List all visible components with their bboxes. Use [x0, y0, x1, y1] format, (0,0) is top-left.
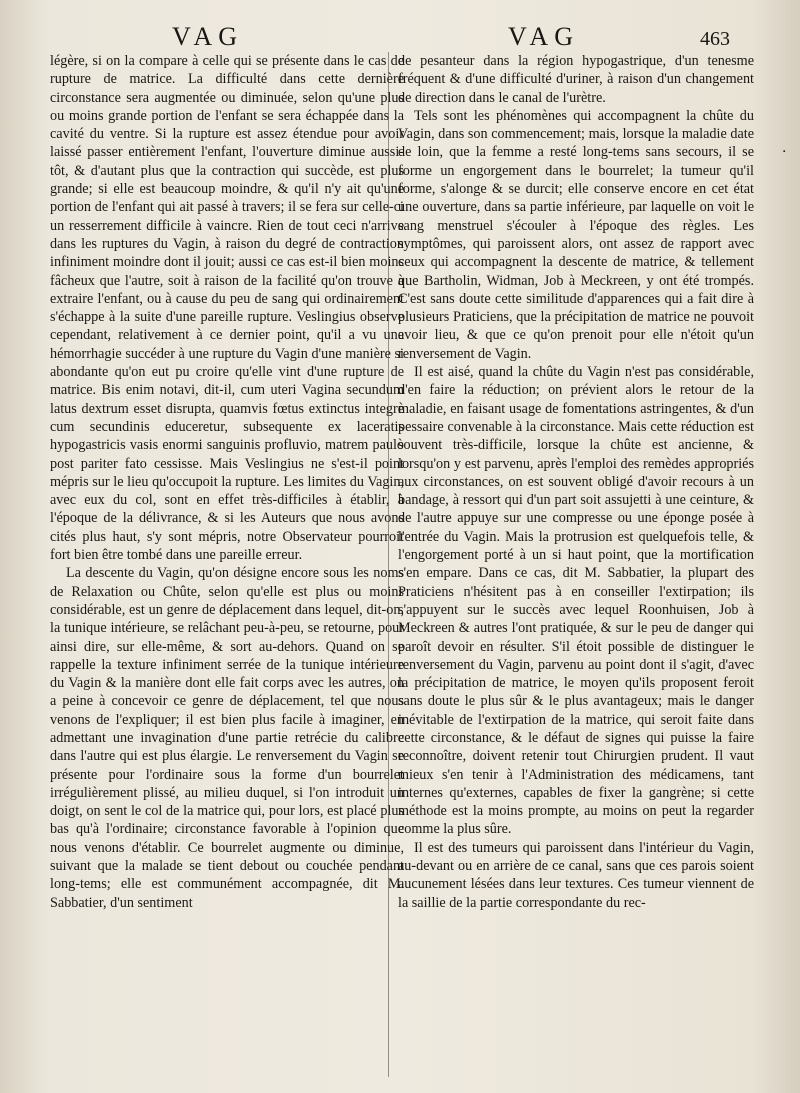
column-divider: [388, 52, 389, 1077]
paragraph: Tels sont les phénomènes qui accompagnent la chûte du Vagin, dans son commencement; mais, lorsque la maladie date de loin, que la femme a resté long-tems sans secours, il se forme un engorgement dans le bourrelet; la tumeur qu'il forme, s'alonge & se durcit; elle conserve encore en cet état une ouverture, dans sa partie inférieure, par laquelle on voit le sang menstruel s'écouler à l'époque des règles. Les symptômes, qui paroissent alors, ont assez de rapport avec ceux qui accompagnent la descente de matrice, & tellement que Bartholin, Widman, Job à Meckreen, y ont été trompés. C'est sans doute cette similitude d'apparences qui a fait dire à plusieurs Praticiens, que la précipitation de matrice ne pouvoit avoir lieu, & que ce qu'on prenoit pour elle n'étoit qu'un renversement de Vagin.: [398, 107, 754, 362]
paragraph: légère, si on la compare à celle qui se présente dans le cas de rupture de matrice. La difficulté dans cette dernière circonstance sera augmentée ou diminuée, selon qu'une plus ou moins grande portion de l'enfant se sera échappée dans la cavité du ventre. Si la rupture est assez étendue pour avoir laissé passer entièrement l'enfant, l'ouverture diminue aussi-tôt, & d'autant plus que la contraction qui succède, est plus grande; si elle est beaucoup moindre, & qu'il n'y ait qu'une portion de l'enfant qui ait passé à travers; il se fera sur celle-ci un resserrement difficile à vaincre. Rien de tout ceci n'arrive dans les ruptures du Vagin, à raison du degré de contraction infiniment moindre dont il jouit; aussi ce cas est-il bien moins fâcheux que l'autre, soit à raison de la facilité qu'on trouve à extraire l'enfant, ou à cause du peu de sang qui ordinairement s'échappe à la suite d'une pareille rupture. Veslingius observe cependant, relativement à ce dernier point, qu'il a vu une hémorrhagie succéder à une rupture du Vagin d'une manière si abondante qu'on eut pu croire qu'elle vint d'une rupture de matrice. Bis enim notavi, dit-il, cum uteri Vagina secundum latus dextrum esset disrupta, quamvis fœtus extinctus integrè cum secundinis educeretur, subsequente ex laceratis hypogastricis vasis enormi sanguinis profluvio, matrem paulò post pariter fato cessisse. Mais Veslingius ne s'est-il point mépris sur le lieu qu'occupoit la rupture. Les limites du Vagin, avec eux du col, sont en effet très-difficiles à établir, à l'époque de la délivrance, & si les Auteurs que nous avons cités plus haut, s'y sont mépris, notre Observateur pourroit fort bien être tombé dans une pareille erreur.: [50, 53, 404, 564]
page-number: 463: [700, 28, 730, 50]
header-right-title: VAG: [508, 22, 579, 51]
header-left-title: VAG: [172, 22, 243, 51]
paragraph: de pesanteur dans la région hypogastrique, d'un tenesme fréquent & d'une difficulté d'uriner, à raison d'un changement de direction dans le canal de l'urètre.: [398, 53, 754, 106]
paragraph: La descente du Vagin, qu'on désigne encore sous les noms de Relaxation ou Chûte, selon qu'elle est plus ou moins considérable, est un genre de déplacement dans lequel, dit-on, la tunique intérieure, se relâchant peu-à-peu, se retourne, pour ainsi dire, sur elle-même, & sort au-dehors. Quand on se rappelle la texture infiniment serrée de la tunique intérieure du Vagin & la manière dont elle fait corps avec les autres, on a peine à concevoir ce genre de déplacement, tel que nous venons de l'expliquer; il est bien plus facile à imaginer, en admettant une invagination d'une partie retrécie du calibre dans l'autre qui est plus élargie. Le renversement du Vagin se présente pour l'ordinaire sous la forme d'un bourrelet irrégulièrement plissé, au milieu duquel, si l'on introduit un doigt, on sent le col de la matrice qui, pour lors, est placé plus bas qu'à l'ordinaire; circonstance favorable à l'opinion que nous venons d'établir. Ce bourrelet augmente ou diminue, suivant que la malade se tient debout ou couchée pendant long-tems; elle est communément accompagnée, dit M. Sabbatier, d'un sentiment: [50, 565, 404, 911]
right-column: [398, 52, 754, 1082]
paragraph: Il est aisé, quand la chûte du Vagin n'est pas considérable, d'en faire la réduction; on prévient alors le retour de la maladie, en faisant usage de fomentations astringentes, & d'un pessaire convenable à la circonstance. Mais cette réduction est souvent très-difficile, lorsque la chûte est ancienne, & lorsqu'on y est parvenu, après l'emploi des remèdes appropriés aux circonstances, on est souvent obligé d'avoir recours à un bandage, à ressort qui d'un part soit assujetti à une ceinture, & de l'autre appuye sur une compresse ou une éponge posée à l'entrée du Vagin. Mais la protrusion est quelquefois telle, & l'engorgement porté à un si haut point, que la mortification s'en empare. Dans ce cas, dit M. Sabbatier, la plupart des Praticiens n'hésitent pas à en conseiller l'extirpation; ils s'appuyent sur le succès avec lequel Roonhuisen, Job à Meckreen & autres l'ont pratiquée, & sur le peu de danger qui paroît devoir en résulter. S'il étoit possible de distinguer le renversement du Vagin, parvenu au point dont il s'agit, d'avec la précipitation de matrice, le moyen qu'ils proposent feroit sans doute le plus sûr & le plus avantageux; mais le danger inévitable de l'extirpation de la matrice, qui seroit faite dans cette circonstance, & le défaut de signes qui puisse la faire reconnoître, doivent retenir tout Chirurgien prudent. Il vaut mieux s'en tenir à l'Administration des médicamens, tant internes qu'externes, capables de fixer la gangrène; si cette méthode est la moins prompte, au moins on peut la regarder comme la plus sûre.: [398, 364, 754, 838]
left-column: [50, 52, 404, 1082]
paragraph: Il est des tumeurs qui paroissent dans l'intérieur du Vagin, au-devant ou en arrière de ce canal, sans que ces parois soient aucunement lésées dans leur textures. Ces tumeur viennent de la saillie de la partie correspondante du rec-: [398, 839, 754, 911]
margin-mark: ·: [782, 144, 787, 160]
